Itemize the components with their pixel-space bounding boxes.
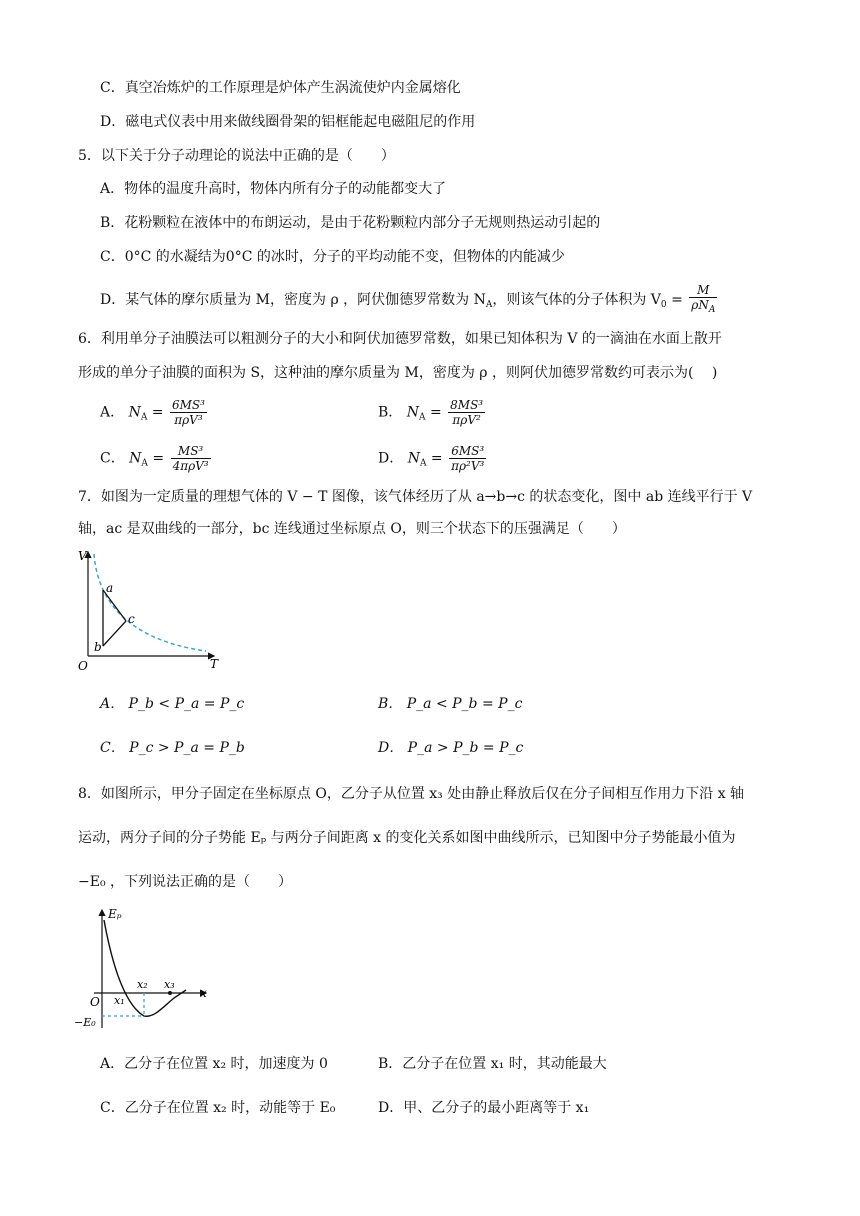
q7-point-c-label: c xyxy=(128,612,135,626)
q6-c-eq: = xyxy=(147,450,169,467)
q8-option-d: D．甲、乙分子的最小距离等于 x₁ xyxy=(378,1100,590,1116)
q6-b-na: N xyxy=(406,404,419,421)
q6-c-den: 4πρV³ xyxy=(172,459,209,473)
q7-point-a-label: a xyxy=(106,581,114,595)
q5-d-sub: A xyxy=(485,300,493,310)
q6-d-na-sub: A xyxy=(419,458,427,469)
prev-option-d: D．磁电式仪表中用来做线圈骨架的铝框能起电磁阻尼的作用 xyxy=(100,114,476,130)
q8-option-a: A．乙分子在位置 x₂ 时，加速度为 0 xyxy=(100,1056,328,1072)
q6-option-d xyxy=(378,444,488,474)
q8-option-b: B．乙分子在位置 x₁ 时，其动能最大 xyxy=(378,1056,607,1072)
q6-b-label: B． xyxy=(378,404,403,421)
q8-x1-label: x₁ xyxy=(114,994,125,1007)
q5-stem: 5．以下关于分子动理论的说法中正确的是（ ） xyxy=(78,148,395,164)
q7-point-b-label: b xyxy=(94,640,102,654)
q8-x3-dot xyxy=(168,991,172,995)
q6-option-b xyxy=(378,398,487,428)
q5-option-a: A．物体的温度升高时，物体内所有分子的动能都变大了 xyxy=(100,181,447,197)
q6-b-fraction xyxy=(448,398,485,427)
q8-x2-label: x₂ xyxy=(137,978,148,991)
q6-a-fraction xyxy=(170,398,207,427)
q8-e0-label: −E₀ xyxy=(74,1016,96,1029)
q7-t-label: T xyxy=(210,657,219,671)
q6-d-na: N xyxy=(407,450,420,467)
q5-d-num: M xyxy=(689,283,717,298)
q7-v-label: V xyxy=(78,549,87,563)
q5-d-text: D．某气体的摩尔质量为 M，密度为 ρ ，阿伏伽德罗常数为 N xyxy=(100,292,486,308)
q6-a-label: A． xyxy=(100,404,125,421)
q5-d-sub2: 0 xyxy=(660,300,667,310)
q6-d-label: D． xyxy=(378,450,404,467)
q6-option-c xyxy=(100,444,213,474)
q5-d-fraction xyxy=(689,283,717,317)
q6-stem-line2: 形成的单分子油膜的面积为 S，这种油的摩尔质量为 M，密度为 ρ ，则阿伏加德罗常数约可表示为( ) xyxy=(78,365,718,381)
q8-x3-label: x₃ xyxy=(164,978,175,991)
q6-c-label: C． xyxy=(100,450,125,467)
q8-stem-line1: 8．如图所示，甲分子固定在坐标原点 O，乙分子从位置 x₃ 处由静止释放后仅在分子间相互作用力下沿 x 轴 xyxy=(78,786,745,802)
q6-a-num: 6MS³ xyxy=(171,398,205,412)
q6-a-eq: = xyxy=(147,404,168,421)
q8-stem-line3: −E₀ ，下列说法正确的是（ ） xyxy=(78,874,293,890)
q8-origin-label: O xyxy=(90,995,100,1009)
q6-b-na-sub: A xyxy=(419,412,426,423)
q6-c-num: MS³ xyxy=(171,444,211,459)
q6-d-eq: = xyxy=(426,450,448,467)
q6-a-den: πρV³ xyxy=(174,413,203,427)
prev-option-c: C．真空冶炼炉的工作原理是炉体产生涡流使炉内金属熔化 xyxy=(100,80,461,96)
q6-d-fraction xyxy=(449,444,486,473)
q8-option-c: C．乙分子在位置 x₂ 时，动能等于 E₀ xyxy=(100,1100,336,1116)
q5-option-d xyxy=(100,283,719,317)
q7-vt-graph xyxy=(74,546,224,672)
q5-option-b: B．花粉颗粒在液体中的布朗运动，是由于花粉颗粒内部分子无规则热运动引起的 xyxy=(100,215,601,231)
q8-ep-graph xyxy=(74,904,224,1036)
q6-a-na-sub: A xyxy=(140,412,148,423)
q5-d-den xyxy=(689,298,717,317)
q6-c-na-sub: A xyxy=(141,458,148,469)
q7-option-a: A． P_b < P_a = P_c xyxy=(100,696,245,712)
q5-d-eq: = xyxy=(666,292,688,308)
q6-b-eq: = xyxy=(425,404,447,421)
q6-option-a xyxy=(100,398,209,428)
q7-bc-line xyxy=(103,621,126,646)
q5-d-mid: ，则该气体的分子体积为 V xyxy=(492,292,661,308)
q6-c-fraction xyxy=(171,444,211,473)
q5-option-c: C．0°C 的水凝结为0°C 的冰时，分子的平均动能不变，但物体的内能减少 xyxy=(100,249,565,265)
q6-a-na: N xyxy=(128,404,141,421)
q7-stem-line2: 轴，ac 是双曲线的一部分，bc 连线通过坐标原点 O，则三个状态下的压强满足（ ） xyxy=(78,521,626,537)
q6-d-den: πρ²V³ xyxy=(451,459,485,473)
q8-x-label: x xyxy=(200,986,207,1000)
q7-origin-label: O xyxy=(78,659,88,672)
q5-d-den-sub: A xyxy=(708,305,716,315)
q7-stem-line1: 7．如图为一定质量的理想气体的 V − T 图像，该气体经历了从 a→b→c 的状态变化，图中 ab 连线平行于 V xyxy=(78,489,753,505)
q7-hyperbola-curve xyxy=(94,554,206,651)
q7-option-b: B． P_a < P_b = P_c xyxy=(378,696,523,712)
q6-c-na: N xyxy=(129,450,142,467)
q6-b-den: πρV² xyxy=(452,413,481,427)
q8-ep-label: Eₚ xyxy=(108,907,122,921)
q5-d-den-text: ρN xyxy=(691,298,709,312)
q6-stem-line1: 6．利用单分子油膜法可以粗测分子的大小和阿伏加德罗常数，如果已知体积为 V 的一滴油在水面上散开 xyxy=(78,331,722,347)
q6-b-num: 8MS³ xyxy=(450,398,484,412)
q8-stem-line2: 运动，两分子间的分子势能 Eₚ 与两分子间距离 x 的变化关系如图中曲线所示，已知图中分子势能最小值为 xyxy=(78,830,736,846)
q6-d-num: 6MS³ xyxy=(449,444,486,459)
q7-option-c: C． P_c > P_a = P_b xyxy=(100,740,245,756)
q7-option-d: D． P_a > P_b = P_c xyxy=(378,740,524,756)
